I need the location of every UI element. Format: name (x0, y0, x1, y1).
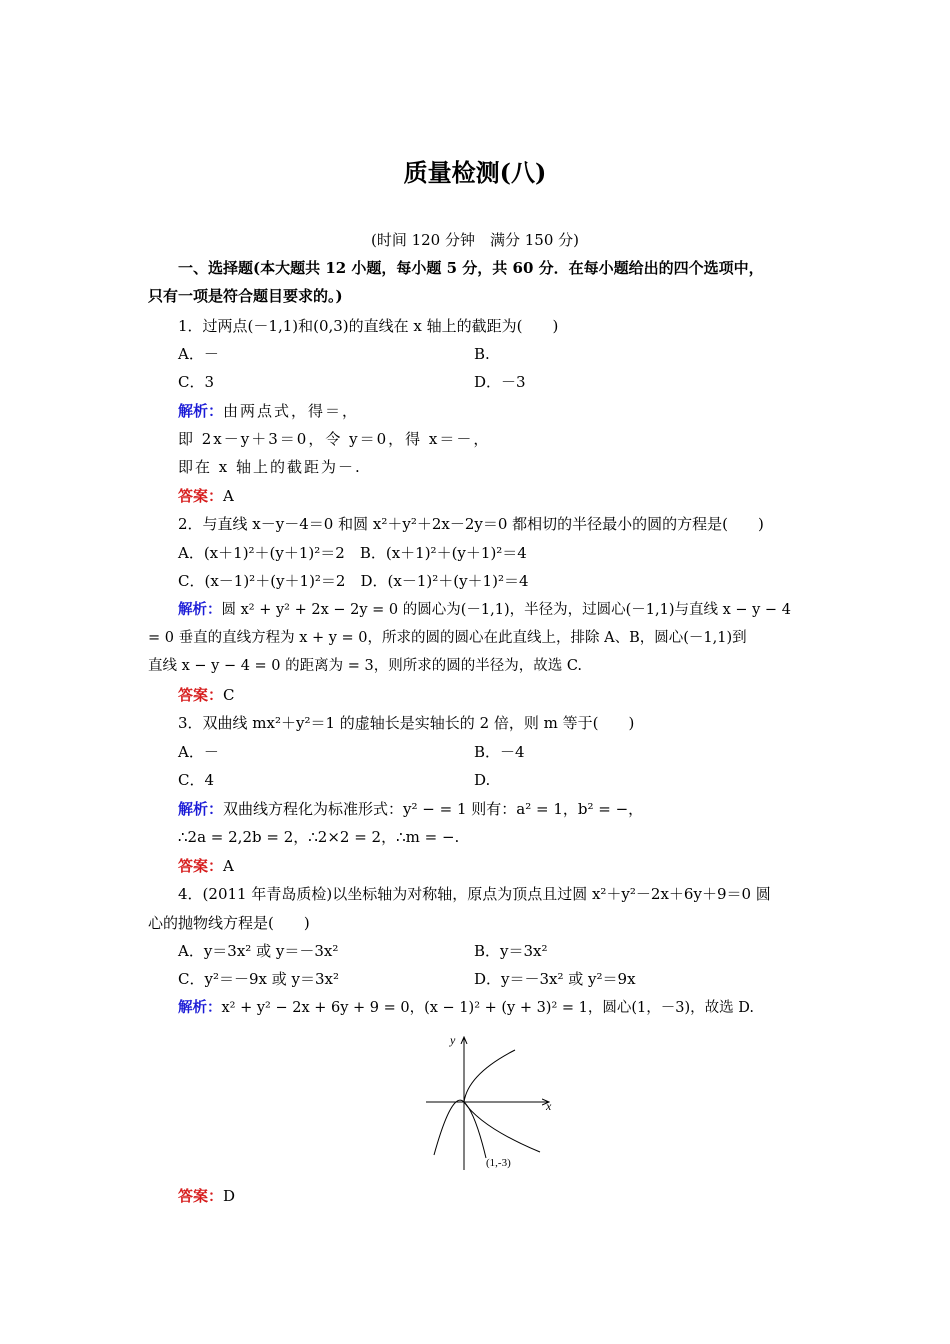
q3-analysis-line1 (178, 799, 643, 819)
q4-analysis-line1 (178, 998, 754, 1018)
exam-info: (时间 120 分钟 满分 150 分) (370, 231, 580, 249)
section-heading-line2: 只有一项是符合题目要求的。) (148, 287, 343, 305)
q1-option-a: A．－ (178, 345, 219, 363)
q1-option-d: D．－3 (474, 373, 526, 391)
q2-analysis-text: 圆 x² + y² + 2x − 2y = 0 的圆心为(－1,1)，半径为，过圆心(－1,1)与直线 x − y − 4 (221, 602, 791, 618)
q3-answer-value: A (223, 857, 234, 875)
analysis-label: 解析： (178, 402, 224, 420)
q1-analysis-line1 (178, 401, 359, 421)
y-axis-label: y (450, 1033, 456, 1047)
q3-option-d: D. (474, 771, 491, 789)
q4-answer-value: D (223, 1187, 236, 1205)
answer-label: 答案： (178, 487, 224, 505)
section-heading-line1: 一、选择题(本大题共 12 小题，每小题 5 分，共 60 分．在每小题给出的四个选项中， (178, 259, 764, 277)
answer-label: 答案： (178, 686, 224, 704)
q3-analysis-line2: ∴2a = 2,2b = 2，∴2×2 = 2，∴m = −. (178, 828, 460, 846)
q4-answer (178, 1186, 235, 1206)
q4-option-b: B．y＝3x² (474, 942, 548, 960)
q1-analysis-text: 由两点式，得＝， (223, 402, 360, 420)
q1-analysis-line3: 即在 x 轴上的截距为－. (178, 458, 362, 476)
q3-option-c: C．4 (178, 771, 215, 789)
q2-options-ab: A．(x＋1)²＋(y＋1)²＝2 B．(x＋1)²＋(y＋1)²＝4 (178, 544, 527, 562)
q2-answer-value: C (223, 686, 235, 704)
q4-stem-line2: 心的抛物线方程是( ) (148, 914, 310, 932)
analysis-label: 解析： (178, 999, 222, 1016)
q3-option-b: B．－4 (474, 743, 525, 761)
q1-stem: 1．过两点(－1,1)和(0,3)的直线在 x 轴上的截距为( ) (178, 317, 559, 335)
q1-option-c: C．3 (178, 373, 215, 391)
answer-label: 答案： (178, 857, 224, 875)
q2-options-cd: C．(x－1)²＋(y＋1)²＝2 D．(x－1)²＋(y＋1)²＝4 (178, 572, 529, 590)
q1-answer (178, 486, 234, 506)
q2-analysis-line1 (178, 600, 791, 620)
q1-option-b: B. (474, 345, 490, 363)
q3-stem: 3．双曲线 mx²＋y²＝1 的虚轴长是实轴长的 2 倍，则 m 等于( ) (178, 714, 635, 732)
q3-analysis-text: 双曲线方程化为标准形式：y² − = 1 则有：a² = 1，b² = −， (223, 800, 644, 818)
q1-analysis-line2: 即 2x－y＋3＝0，令 y＝0，得 x＝－， (178, 430, 491, 448)
q2-answer (178, 685, 235, 705)
q2-analysis-line2: = 0 垂直的直线方程为 x + y = 0，所求的圆的圆心在此直线上，排除 A、B，圆心(－1,1)到 (148, 630, 747, 646)
q4-option-d: D．y＝－3x² 或 y²＝9x (474, 970, 636, 988)
q1-answer-value: A (223, 487, 234, 505)
q2-stem: 2．与直线 x－y－4＝0 和圆 x²＋y²＋2x－2y＝0 都相切的半径最小的圆的方程是( ) (178, 515, 764, 533)
parabola-downward (434, 1100, 486, 1158)
q3-answer (178, 856, 234, 876)
analysis-label: 解析： (178, 800, 224, 818)
q2-analysis-line3: 直线 x − y − 4 = 0 的距离为 = 3，则所求的圆的半径为，故选 C. (148, 658, 583, 674)
q4-option-c: C．y²＝－9x 或 y＝3x² (178, 970, 339, 988)
q3-option-a: A．－ (178, 743, 219, 761)
x-axis-label: x (546, 1099, 552, 1113)
q4-stem-line1: 4．(2011 年青岛质检)以坐标轴为对称轴，原点为顶点且过圆 x²＋y²－2x＋6y＋9＝0 圆 (178, 885, 771, 903)
q4-option-a: A．y＝3x² 或 y＝－3x² (178, 942, 339, 960)
q4-analysis-text: x² + y² − 2x + 6y + 9 = 0，(x − 1)² + (y + 3)² = 1，圆心(1，－3)，故选 D. (221, 1000, 754, 1016)
parabola-lower-branch (464, 1102, 540, 1152)
analysis-label: 解析： (178, 601, 222, 618)
page-title: 质量检测(八) (403, 158, 547, 187)
parabola-upper-branch (464, 1050, 515, 1102)
point-label: (1,-3) (486, 1157, 511, 1169)
answer-label: 答案： (178, 1187, 224, 1205)
parabola-figure (420, 1030, 560, 1175)
